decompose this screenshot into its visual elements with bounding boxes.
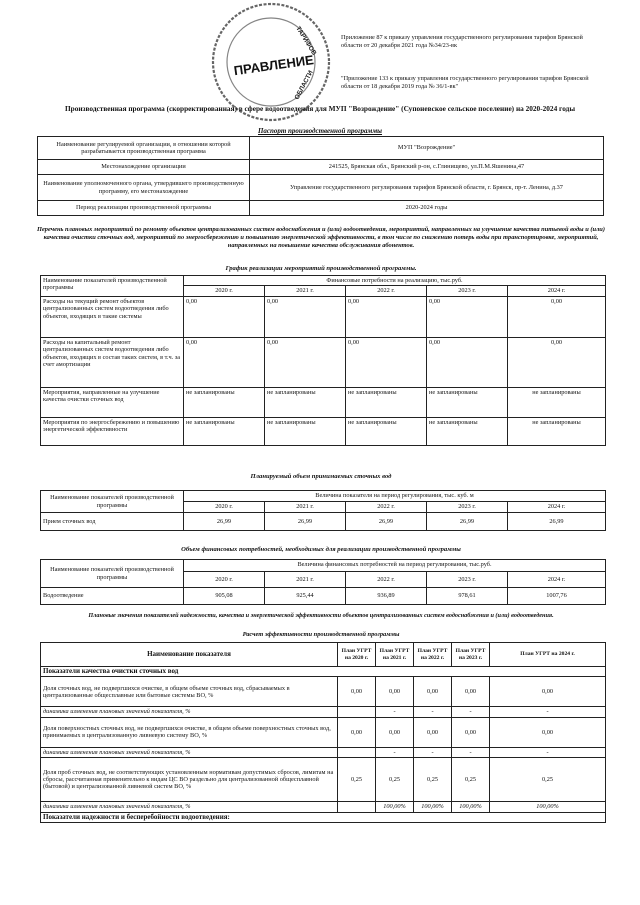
cell-value: не запланированы — [346, 417, 427, 445]
passport-value: МУП "Возрождение" — [250, 137, 604, 160]
passport-label: Период реализации производственной программы — [38, 201, 250, 216]
table-row — [41, 387, 606, 417]
passport-value: Управление государственного регулирования тарифов Брянской области, г. Брянск, пр-т. Ленина, д.37 — [250, 175, 604, 201]
passport-heading: Паспорт производственной программы — [257, 127, 383, 135]
table-row — [41, 588, 606, 605]
appendix-note-1: Приложение 87 к приказу управления государственного регулирования тарифов Брянской области от 20 декабря 2021 года №34/23-вк — [341, 34, 583, 49]
year-header: 2022 г. — [346, 502, 427, 513]
cell-value: 100,00% — [376, 802, 414, 812]
table-row — [41, 337, 606, 387]
section-heading: Показатели надежности и бесперебойности водоотведения: — [41, 812, 606, 822]
cell-value: 0,00 — [427, 296, 508, 337]
col-header-name: Наименование показателей производственной программы — [41, 560, 184, 588]
table-row — [41, 276, 606, 286]
year-header: 2023 г. — [427, 572, 508, 588]
cell-value: 100,00% — [490, 802, 606, 812]
year-header: 2024 г. — [508, 572, 606, 588]
table-row — [41, 677, 606, 707]
row-name: динамика изменения плановых значений показателя, % — [41, 802, 338, 812]
year-header: 2020 г. — [184, 286, 265, 296]
cell-value — [338, 802, 376, 812]
table-row — [41, 491, 606, 502]
year-header: 2021 г. — [265, 572, 346, 588]
section-heading: Показатели качества очистки сточных вод — [41, 667, 606, 677]
cell-value: 26,99 — [427, 513, 508, 531]
cell-value: - — [376, 707, 414, 717]
cell-value: 905,08 — [184, 588, 265, 605]
row-name: Расходы на текущий ремонт объектов централизованных систем водоотведения либо объектов, входящих в такие системы — [41, 296, 184, 337]
cell-value: не запланированы — [427, 417, 508, 445]
year-header: 2021 г. — [265, 286, 346, 296]
row-name: Доля проб сточных вод, не соответствующих установленным нормативам допустимых сбросов, лимитам на сбросы, рассчитанная применительно к видам ЦС ВО раздельно для централизованной общесплавной (бытовой) и централизованной ливневой систем ВО, % — [41, 758, 338, 802]
cell-value: не запланированы — [184, 387, 265, 417]
cell-value: 0,00 — [376, 677, 414, 707]
passport-label: Наименование регулируемой организации, в отношении которой разрабатывается производственная программа — [38, 137, 250, 160]
year-header: 2020 г. — [184, 572, 265, 588]
row-name: Доля сточных вод, не подвергшихся очистке, в общем объеме сточных вод, сбрасываемых в централизованные общесплавные или бытовые системы ВО, % — [41, 677, 338, 707]
cell-value: не запланированы — [427, 387, 508, 417]
cell-value: не запланированы — [508, 417, 606, 445]
cell-value: 0,00 — [338, 677, 376, 707]
table-row — [41, 802, 606, 812]
cell-value: 0,00 — [414, 677, 452, 707]
cell-value: 0,00 — [508, 296, 606, 337]
passport-value: 241525, Брянская обл., Брянский р-он, с.Глинищево, ул.П.М.Яшенина,47 — [250, 160, 604, 175]
finance-table — [40, 559, 606, 605]
cell-value — [338, 747, 376, 757]
cell-value: 0,00 — [184, 337, 265, 387]
row-name: Мероприятия, направленные на улучшение качества очистки сточных вод — [41, 387, 184, 417]
cell-value: 0,00 — [265, 337, 346, 387]
cell-value: - — [414, 707, 452, 717]
table-row — [41, 707, 606, 717]
cell-value: 0,00 — [414, 717, 452, 747]
cell-value: 0,00 — [452, 717, 490, 747]
cell-value: - — [452, 747, 490, 757]
finance-heading: Объем финансовых потребностей, необходимых для реализации производственной программы — [181, 546, 461, 553]
cell-value: 0,00 — [376, 717, 414, 747]
page-title: Производственная программа (скорректированная) в сфере водоотведения для МУП "Возрождение" (Супоневское сельское поселение) на 2020-2024 годы — [64, 104, 576, 113]
table-row — [38, 137, 604, 160]
cell-value: 0,25 — [452, 758, 490, 802]
cell-value: не запланированы — [265, 387, 346, 417]
volume-heading: Планируемый объем принимаемых сточных вод — [250, 473, 392, 480]
cell-value: 26,99 — [265, 513, 346, 531]
table-row — [41, 667, 606, 677]
cell-value: - — [452, 707, 490, 717]
passport-value: 2020-2024 годы — [250, 201, 604, 216]
cell-value: 0,00 — [508, 337, 606, 387]
cell-value: 100,00% — [452, 802, 490, 812]
row-name: Прием сточных вод — [41, 513, 184, 531]
col-header-name: Наименование показателя — [41, 643, 338, 667]
row-name: Водоотведение — [41, 588, 184, 605]
cell-value: 0,00 — [427, 337, 508, 387]
cell-value: 26,99 — [346, 513, 427, 531]
col-header-group: Величина показателя на период регулирования, тыс. куб. м — [184, 491, 606, 502]
table-row — [41, 296, 606, 337]
year-header: 2023 г. — [427, 502, 508, 513]
row-name: динамика изменения плановых значений показателя, % — [41, 747, 338, 757]
row-name: Мероприятия по энергосбережению и повышению энергетической эффективности — [41, 417, 184, 445]
cell-value: не запланированы — [508, 387, 606, 417]
passport-table — [37, 136, 604, 216]
passport-label: Наименование уполномоченного органа, утвердившего производственную программу, его местонахождение — [38, 175, 250, 201]
cell-value: 0,25 — [338, 758, 376, 802]
col-header-group: Финансовые потребности на реализацию, тыс.руб. — [184, 276, 606, 286]
cell-value: не запланированы — [184, 417, 265, 445]
cell-value: 0,00 — [184, 296, 265, 337]
cell-value: 0,00 — [452, 677, 490, 707]
svg-text:ОБЛАСТИ: ОБЛАСТИ — [293, 69, 315, 101]
col-header-year: План УГРТ на 2024 г. — [490, 643, 606, 667]
table-row — [41, 758, 606, 802]
col-header-year: План УГРТ на 2023 г. — [452, 643, 490, 667]
col-header-year: План УГРТ на 2020 г. — [338, 643, 376, 667]
year-header: 2022 г. — [346, 572, 427, 588]
svg-text:ТАРИФОВ: ТАРИФОВ — [294, 25, 318, 57]
stamp-text: ПРАВЛЕНИЕ — [232, 52, 315, 79]
col-header-name: Наименование показателей производственной программы — [41, 276, 184, 297]
year-header: 2024 г. — [508, 286, 606, 296]
cell-value: - — [376, 747, 414, 757]
table-row — [38, 160, 604, 175]
measures-intro: Перечень плановых мероприятий по ремонту объектов централизованных систем водоснабжения и (или) водоотведения, мероприятий, направленных на улучшение качества питьевой воды и (или) качества очистки сточных вод, мероприятий по энергосбережению и повышению энергетической эффективности, в том числе по снижению потерь воды при транспортировке, мероприятий, направленных на повышение качества обслуживания абонентов. — [37, 226, 605, 249]
table-row — [41, 560, 606, 572]
row-name: Расходы на капитальный ремонт централизованных систем водоотведения либо объектов, входящих в состав таких систем, в т.ч. за счет амортизации — [41, 337, 184, 387]
year-header: 2023 г. — [427, 286, 508, 296]
cell-value: 0,25 — [414, 758, 452, 802]
cell-value: 925,44 — [265, 588, 346, 605]
col-header-year: План УГРТ на 2021 г. — [376, 643, 414, 667]
cell-value: 0,25 — [376, 758, 414, 802]
official-stamp — [196, 0, 346, 140]
year-header: 2020 г. — [184, 502, 265, 513]
table-row — [41, 643, 606, 667]
col-header-name: Наименование показателей производственной программы — [41, 491, 184, 513]
efficiency-heading: Плановые значения показателей надежности, качества и энергетической эффективности объектов централизованных систем водоснабжения и (или) водоотведения. — [88, 612, 554, 619]
cell-value: 100,00% — [414, 802, 452, 812]
col-header-group: Величина финансовых потребностей на период регулирования, тыс.руб. — [184, 560, 606, 572]
cell-value: 1007,76 — [508, 588, 606, 605]
cell-value: 0,25 — [490, 758, 606, 802]
cell-value: 0,00 — [346, 337, 427, 387]
col-header-year: План УГРТ на 2022 г. — [414, 643, 452, 667]
cell-value: 0,00 — [490, 717, 606, 747]
cell-value: 26,99 — [184, 513, 265, 531]
cell-value: 0,00 — [346, 296, 427, 337]
cell-value: 0,00 — [490, 677, 606, 707]
cell-value: - — [490, 747, 606, 757]
measures-heading: График реализации мероприятий производственной программы. — [225, 265, 417, 272]
row-name: Доля поверхностных сточных вод, не подвергшихся очистке, в общем объеме поверхностных сточных вод, принимаемых в централизованную ливневую систему ВО, % — [41, 717, 338, 747]
table-row — [41, 513, 606, 531]
cell-value: не запланированы — [346, 387, 427, 417]
cell-value — [338, 707, 376, 717]
cell-value: не запланированы — [265, 417, 346, 445]
volume-table — [40, 490, 606, 531]
appendix-note-2: "Приложение 133 к приказу управления государственного регулирования тарифов Брянской области от 18 декабря 2019 года № 36/1-вк" — [341, 75, 589, 90]
cell-value: 0,00 — [265, 296, 346, 337]
year-header: 2022 г. — [346, 286, 427, 296]
efficiency-subheading: Расчет эффективности производственной программы — [242, 631, 400, 638]
year-header: 2021 г. — [265, 502, 346, 513]
row-name: динамика изменения плановых значений показателя, % — [41, 707, 338, 717]
cell-value: 978,61 — [427, 588, 508, 605]
cell-value: 936,89 — [346, 588, 427, 605]
cell-value: 0,00 — [338, 717, 376, 747]
table-row — [38, 201, 604, 216]
table-row — [41, 812, 606, 822]
table-row — [41, 747, 606, 757]
efficiency-table — [40, 642, 606, 823]
table-row — [38, 175, 604, 201]
cell-value: - — [414, 747, 452, 757]
measures-table — [40, 275, 606, 446]
table-row — [41, 717, 606, 747]
table-row — [41, 417, 606, 445]
year-header: 2024 г. — [508, 502, 606, 513]
cell-value: 26,99 — [508, 513, 606, 531]
passport-label: Местонахождение организации — [38, 160, 250, 175]
cell-value: - — [490, 707, 606, 717]
